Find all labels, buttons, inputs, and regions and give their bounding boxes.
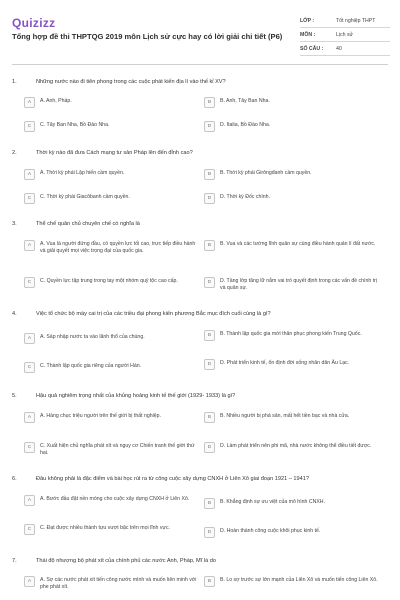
option-b[interactable]	[204, 240, 382, 251]
option-text: B. Vua và các tướng lĩnh quân sự cùng điều hành quản lí đất nước.	[220, 241, 376, 247]
info-value: 40	[336, 45, 342, 52]
option-c[interactable]	[24, 524, 202, 535]
info-label: MÔN :	[300, 31, 316, 38]
option-letter: C	[24, 524, 35, 535]
option-a[interactable]	[24, 240, 202, 255]
question-number: 6.	[12, 476, 17, 482]
option-c[interactable]	[24, 442, 202, 457]
option-letter: A	[24, 333, 35, 344]
option-b[interactable]	[204, 97, 382, 108]
option-c[interactable]	[24, 193, 202, 204]
option-c[interactable]	[24, 362, 202, 373]
option-letter: D	[204, 193, 215, 204]
option-a[interactable]	[24, 97, 202, 108]
option-letter: C	[24, 277, 35, 288]
header-divider	[12, 64, 388, 65]
question-3	[12, 220, 392, 228]
option-text: C. Xuất hiện chủ nghĩa phát xít và nguy cơ Chiến tranh thế giới thứ hai.	[40, 443, 195, 456]
option-letter: B	[204, 330, 215, 341]
option-text: B. Lo sợ trước sự lớn mạnh của Liên Xô và muốn tiến công Liên Xô.	[220, 577, 378, 583]
question-number: 3.	[12, 221, 17, 227]
option-b[interactable]	[204, 412, 382, 423]
option-letter: A	[24, 576, 35, 587]
option-d[interactable]	[204, 359, 382, 370]
info-row-count	[300, 42, 390, 56]
option-text: C. Thời kỳ phái Giacôbanh cầm quyền.	[40, 194, 130, 200]
option-text: B. Nhiều người bị phá sản, mất hết tiền bạc và nhà cửa.	[220, 413, 350, 419]
option-text: C. Tây Ban Nha, Bồ Đào Nha.	[40, 122, 110, 128]
option-letter: C	[24, 362, 35, 373]
option-d[interactable]	[204, 193, 382, 204]
option-text: D. Italia, Bồ Đào Nha.	[220, 122, 271, 128]
option-letter: B	[204, 169, 215, 180]
option-d[interactable]	[204, 527, 382, 538]
info-row-class	[300, 14, 390, 28]
option-text: A. Bước đầu đặt nền móng cho cuộc xây dựng CNXH ở Liên Xô.	[40, 496, 190, 502]
option-letter: D	[204, 442, 215, 453]
option-d[interactable]	[204, 442, 382, 453]
option-a[interactable]	[24, 576, 202, 591]
option-b[interactable]	[204, 576, 382, 587]
option-letter: D	[204, 121, 215, 132]
option-letter: B	[204, 498, 215, 509]
option-letter: A	[24, 495, 35, 506]
question-text: Hậu quả nghiêm trọng nhất của khủng hoảng kinh tế thế giới (1929- 1933) là gì?	[36, 393, 236, 399]
info-value: Lịch sử	[336, 31, 354, 38]
option-text: A. Sáp nhập nước ta vào lãnh thổ của chúng.	[40, 334, 145, 340]
option-text: D. Thời kỳ Đốc chính.	[220, 194, 271, 200]
option-b[interactable]	[204, 498, 382, 509]
option-text: B. Khẳng định sự ưu việt của mô hình CNXH.	[220, 499, 325, 505]
question-text: Thái độ nhượng bộ phát xít của chính phủ các nước Anh, Pháp, Mĩ là do	[36, 558, 216, 564]
question-number: 2.	[12, 150, 17, 156]
question-number: 7.	[12, 558, 17, 564]
question-text: Đâu không phải là đặc điểm và bài học rút ra từ công cuộc xây dựng CNXH ở Liên Xô giai đoạn 1921 – 1941?	[36, 476, 309, 482]
question-number: 4.	[12, 311, 17, 317]
option-text: A. Thời kỳ phái Lập hiến cầm quyền.	[40, 170, 125, 176]
question-number: 1.	[12, 79, 17, 85]
info-label: SỐ CÂU :	[300, 45, 324, 52]
question-5	[12, 392, 392, 400]
question-text: Việc tổ chức bộ máy cai trị của các triều đại phong kiến phương Bắc mục đích cuối cùng là gì?	[36, 311, 271, 317]
option-letter: D	[204, 359, 215, 370]
option-b[interactable]	[204, 169, 382, 180]
question-4	[12, 310, 392, 318]
info-value: Tốt nghiệp THPT	[336, 17, 376, 24]
option-text: D. Hoàn thành công cuộc khôi phục kinh tế.	[220, 528, 321, 534]
option-text: A. Anh, Pháp.	[40, 98, 72, 104]
option-text: A. Sợ các nước phát xít tiến công nước mình và muốn liên minh với phe phát xít.	[40, 577, 197, 590]
option-letter: A	[24, 412, 35, 423]
option-text: C. Quyền lực tập trung trong tay một nhóm quý tộc cao cấp.	[40, 278, 178, 284]
info-label: LỚP :	[300, 17, 315, 24]
info-panel	[300, 14, 390, 56]
option-letter: A	[24, 97, 35, 108]
option-a[interactable]	[24, 169, 202, 180]
info-row-subject	[300, 28, 390, 42]
question-number: 5.	[12, 393, 17, 399]
option-d[interactable]	[204, 277, 382, 292]
question-text: Thời kỳ nào đã đưa Cách mạng tư sản Pháp lên đến đỉnh cao?	[36, 150, 193, 156]
option-letter: A	[24, 169, 35, 180]
option-a[interactable]	[24, 333, 202, 344]
option-text: A. Hàng chục triệu người trên thế giới bị thất nghiệp.	[40, 413, 162, 419]
option-text: A. Vua là người đứng đầu, có quyền lực tối cao, trực tiếp điều hành và giải quyết mọi việc trọng đại của quốc gia.	[40, 241, 196, 254]
option-text: D. Phát triển kinh tế, ổn định đời sống nhân dân Âu Lạc.	[220, 360, 350, 366]
option-letter: C	[24, 442, 35, 453]
option-letter: B	[204, 576, 215, 587]
question-2	[12, 149, 392, 157]
option-letter: B	[204, 412, 215, 423]
option-text: C. Đạt được nhiều thành tựu vượt bậc trên mọi lĩnh vực.	[40, 525, 170, 531]
option-letter: C	[24, 193, 35, 204]
option-letter: D	[204, 277, 215, 288]
option-text: B. Thành lập quốc gia mới thân phục phong kiến Trung Quốc.	[220, 331, 362, 337]
question-7	[12, 557, 392, 565]
option-c[interactable]	[24, 121, 202, 132]
option-b[interactable]	[204, 330, 382, 341]
option-text: B. Anh, Tây Ban Nha.	[220, 98, 270, 104]
option-text: B. Thời kỳ phái Girôngđanh cầm quyền.	[220, 170, 312, 176]
question-text: Thể chế quân chủ chuyên chế có nghĩa là	[36, 221, 140, 227]
option-letter: B	[204, 97, 215, 108]
worksheet-title: Tổng hợp đề thi THPTQG 2019 môn Lịch sử cực hay có lời giải chi tiết (P6)	[12, 32, 283, 41]
option-letter: A	[24, 240, 35, 251]
question-6	[12, 475, 392, 483]
option-text: D. Làm phát triển nên phi mã, nhà nước không thể điều tiết được.	[220, 443, 372, 449]
option-letter: C	[24, 121, 35, 132]
option-a[interactable]	[24, 412, 202, 423]
question-1	[12, 78, 392, 86]
quizizz-logo: Quizizz	[12, 16, 56, 30]
option-a[interactable]	[24, 495, 202, 506]
option-c[interactable]	[24, 277, 202, 288]
option-text: D. Tầng lớp tăng lữ nắm vai trò quyết định trong các vấn đề chính trị và quân sự.	[220, 278, 378, 291]
option-letter: D	[204, 527, 215, 538]
option-d[interactable]	[204, 121, 382, 132]
option-letter: B	[204, 240, 215, 251]
question-text: Những nước nào đi tiên phong trong các cuộc phát kiến địa lí vào thế kỉ XV?	[36, 79, 226, 85]
option-text: C. Thành lập quốc gia riêng của người Hán.	[40, 363, 142, 369]
